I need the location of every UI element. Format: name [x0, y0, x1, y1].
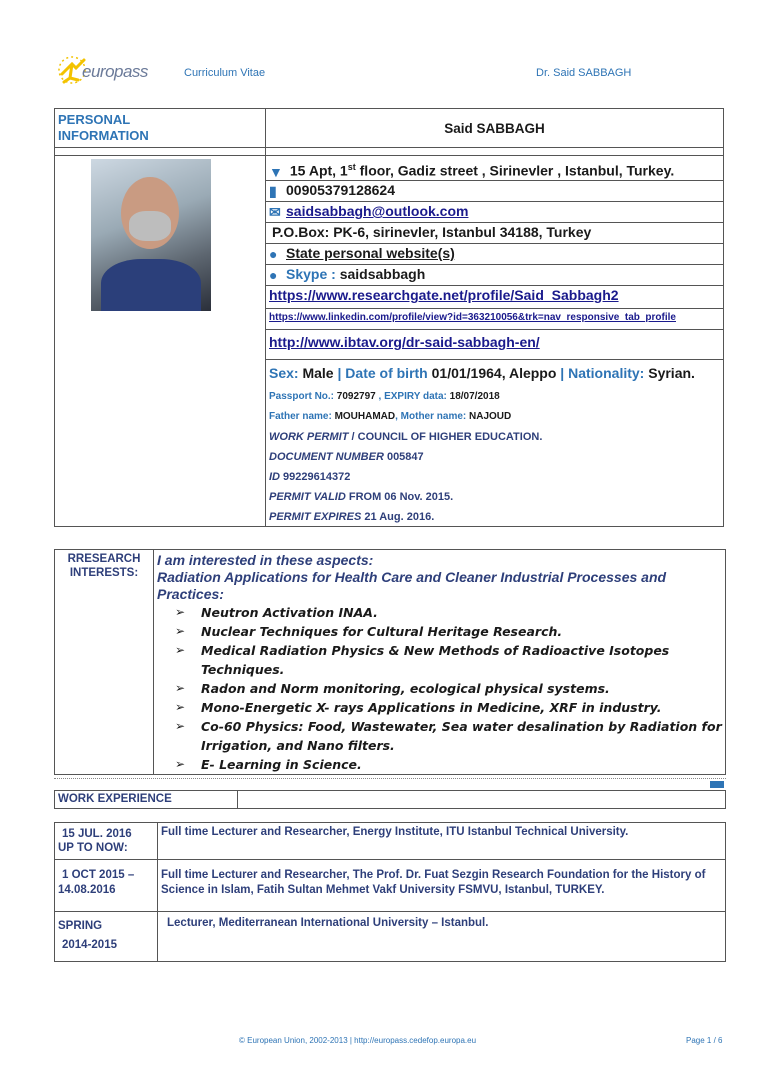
- bio-row: Sex: Male | Date of birth 01/01/1964, Aleppo | Nationality: Syrian.: [266, 360, 724, 389]
- id-row: ID 99229614372: [266, 468, 724, 488]
- permit-expires-row: PERMIT EXPIRES 21 Aug. 2016.: [266, 508, 724, 527]
- europass-logo: [52, 52, 162, 88]
- profile-photo: [91, 159, 211, 311]
- skype-row: ● Skype : saidsabbagh: [266, 265, 724, 286]
- list-item: ➢ E- Learning in Science.: [175, 755, 722, 774]
- work-permit-row: WORK PERMIT / COUNCIL OF HIGHER EDUCATION.: [266, 428, 724, 448]
- email-link[interactable]: saidsabbagh@outlook.com: [286, 203, 469, 219]
- linkedin-link[interactable]: https://www.linkedin.com/profile/view?id=363210056&trk=nav_responsive_tab_profile: [269, 312, 676, 323]
- research-content: [154, 550, 726, 775]
- section-divider: [54, 778, 726, 779]
- table-row: 1 OCT 2015 – 14.08.2016 Full time Lecturer and Researcher, The Prof. Dr. Fuat Sezgin Research Foundation for the History of Science in Islam, Fatih Sultan Mehmet Vakf University FSMVU, Istanbul, TURKEY.: [55, 860, 726, 912]
- footer-copyright: © European Union, 2002-2013 | http://europass.cedefop.europa.eu: [239, 1036, 477, 1045]
- personal-section-label: PERSONAL INFORMATION: [55, 109, 266, 148]
- envelope-icon: ✉: [269, 204, 281, 220]
- website-link[interactable]: State personal website(s): [286, 245, 455, 261]
- list-item: ➢ Mono-Energetic X- rays Applications in Medicine, XRF in industry.: [175, 698, 722, 717]
- list-item: ➢ Medical Radiation Physics & New Methods of Radioactive Isotopes Techniques.: [175, 641, 722, 679]
- header-name: Dr. Said SABBAGH: [536, 67, 632, 79]
- email-row: [266, 202, 724, 223]
- list-item: ➢ Nuclear Techniques for Cultural Heritage Research.: [175, 622, 722, 641]
- personal-information-table: [54, 108, 724, 527]
- address-row: ▼ 15 Apt, 1st floor, Gadiz street , Sirinevler , Istanbul, Turkey.: [266, 156, 724, 181]
- ibtav-link[interactable]: http://www.ibtav.org/dr-said-sabbagh-en/: [269, 334, 540, 350]
- list-item: ➢ Neutron Activation INAA.: [175, 603, 722, 622]
- researchgate-row: [266, 286, 724, 309]
- speech-bubble-icon: ●: [269, 267, 278, 283]
- document-title: Curriculum Vitae: [184, 67, 266, 79]
- work-section-label: WORK EXPERIENCE: [55, 791, 238, 809]
- parents-row: Father name: MOUHAMAD, Mother name: NAJOUD: [266, 408, 724, 428]
- table-row: SPRING 2014-2015 Lecturer, Mediterranean International University – Istanbul.: [55, 912, 726, 962]
- page-number: Page 1 / 6: [686, 1036, 723, 1045]
- website-row: [266, 244, 724, 265]
- work-experience-header: [54, 790, 726, 809]
- permit-valid-row: PERMIT VALID FROM 06 Nov. 2015.: [266, 488, 724, 508]
- photo-cell: [55, 156, 266, 527]
- pobox-row: P.O.Box: PK-6, sirinevler, Istanbul 34188, Turkey: [266, 223, 724, 244]
- logo-text: europass: [82, 62, 148, 81]
- work-experience-table: [54, 822, 726, 962]
- web-globe-icon: ●: [269, 246, 278, 262]
- document-number-row: DOCUMENT NUMBER 005847: [266, 448, 724, 468]
- research-intro: I am interested in these aspects:: [157, 552, 374, 568]
- location-pin-icon: ▼: [269, 163, 283, 180]
- research-section-label: RRESEARCH INTERESTS:: [55, 550, 154, 775]
- list-item: ➢ Radon and Norm monitoring, ecological physical systems.: [175, 679, 722, 698]
- list-item: ➢ Co-60 Physics: Food, Wastewater, Sea water desalination by Radiation for Irrigation, and Nano filters.: [175, 717, 722, 755]
- linkedin-row: [266, 309, 724, 330]
- research-list: [175, 603, 722, 774]
- table-row: 15 JUL. 2016 UP TO NOW: Full time Lecturer and Researcher, Energy Institute, ITU Istanbul Technical University.: [55, 823, 726, 860]
- passport-row: Passport No.: 7092797 , EXPIRY data: 18/07/2018: [266, 388, 724, 408]
- ibtav-row: [266, 330, 724, 360]
- full-name: Said SABBAGH: [266, 109, 724, 148]
- phone-row: ▮ 00905379128624: [266, 181, 724, 202]
- phone-icon: ▮: [269, 183, 277, 199]
- research-interests-table: [54, 549, 726, 775]
- researchgate-link[interactable]: https://www.researchgate.net/profile/Said_Sabbagh2: [269, 287, 619, 303]
- blue-marker: [710, 781, 724, 788]
- research-subtitle: Radiation Applications for Health Care and Cleaner Industrial Processes and Practices:: [157, 569, 667, 602]
